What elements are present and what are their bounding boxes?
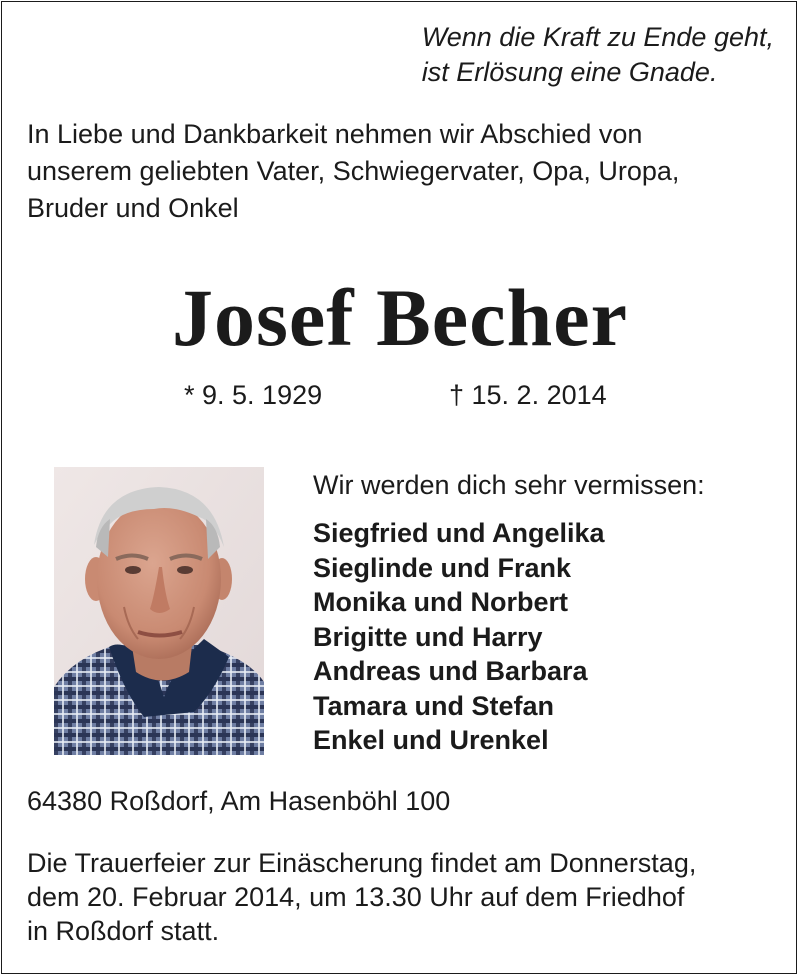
motto-line: ist Erlösung eine Gnade. — [421, 57, 718, 87]
motto-quote — [422, 20, 774, 90]
list-item: Siegfried und Angelika — [313, 518, 605, 548]
list-item: Enkel und Urenkel — [313, 725, 549, 755]
deceased-name: Josef Becher — [172, 272, 628, 363]
family-address: 64380 Roßdorf, Am Hasenböhl 100 — [27, 786, 451, 816]
funeral-line: Die Trauerfeier zur Einäscherung findet am Donnerstag, — [27, 848, 697, 878]
birth-date: * 9. 5. 1929 — [184, 380, 323, 410]
intro-text — [27, 116, 679, 227]
intro-line: unserem geliebten Vater, Schwiegervater, Opa, Uropa, — [27, 156, 680, 186]
funeral-line: dem 20. Februar 2014, um 13.30 Uhr auf dem Friedhof — [27, 882, 685, 912]
portrait-photo — [54, 467, 264, 755]
list-item: Brigitte und Harry — [313, 621, 543, 652]
mourners-list — [313, 516, 605, 758]
list-item: Monika und Norbert — [313, 587, 568, 617]
motto-line: Wenn die Kraft zu Ende geht, — [421, 22, 774, 52]
list-item: Tamara und Stefan — [313, 690, 555, 721]
intro-line: In Liebe und Dankbarkeit nehmen wir Abschied von — [27, 119, 643, 149]
list-item: Sieglinde und Frank — [313, 552, 572, 583]
mourners-heading: Wir werden dich sehr vermissen: — [313, 470, 705, 500]
death-date: † 15. 2. 2014 — [449, 380, 607, 410]
list-item: Andreas und Barbara — [313, 656, 588, 686]
funeral-line: in Roßdorf statt. — [27, 916, 220, 946]
funeral-notice — [27, 846, 787, 948]
intro-line: Bruder und Onkel — [27, 193, 239, 223]
